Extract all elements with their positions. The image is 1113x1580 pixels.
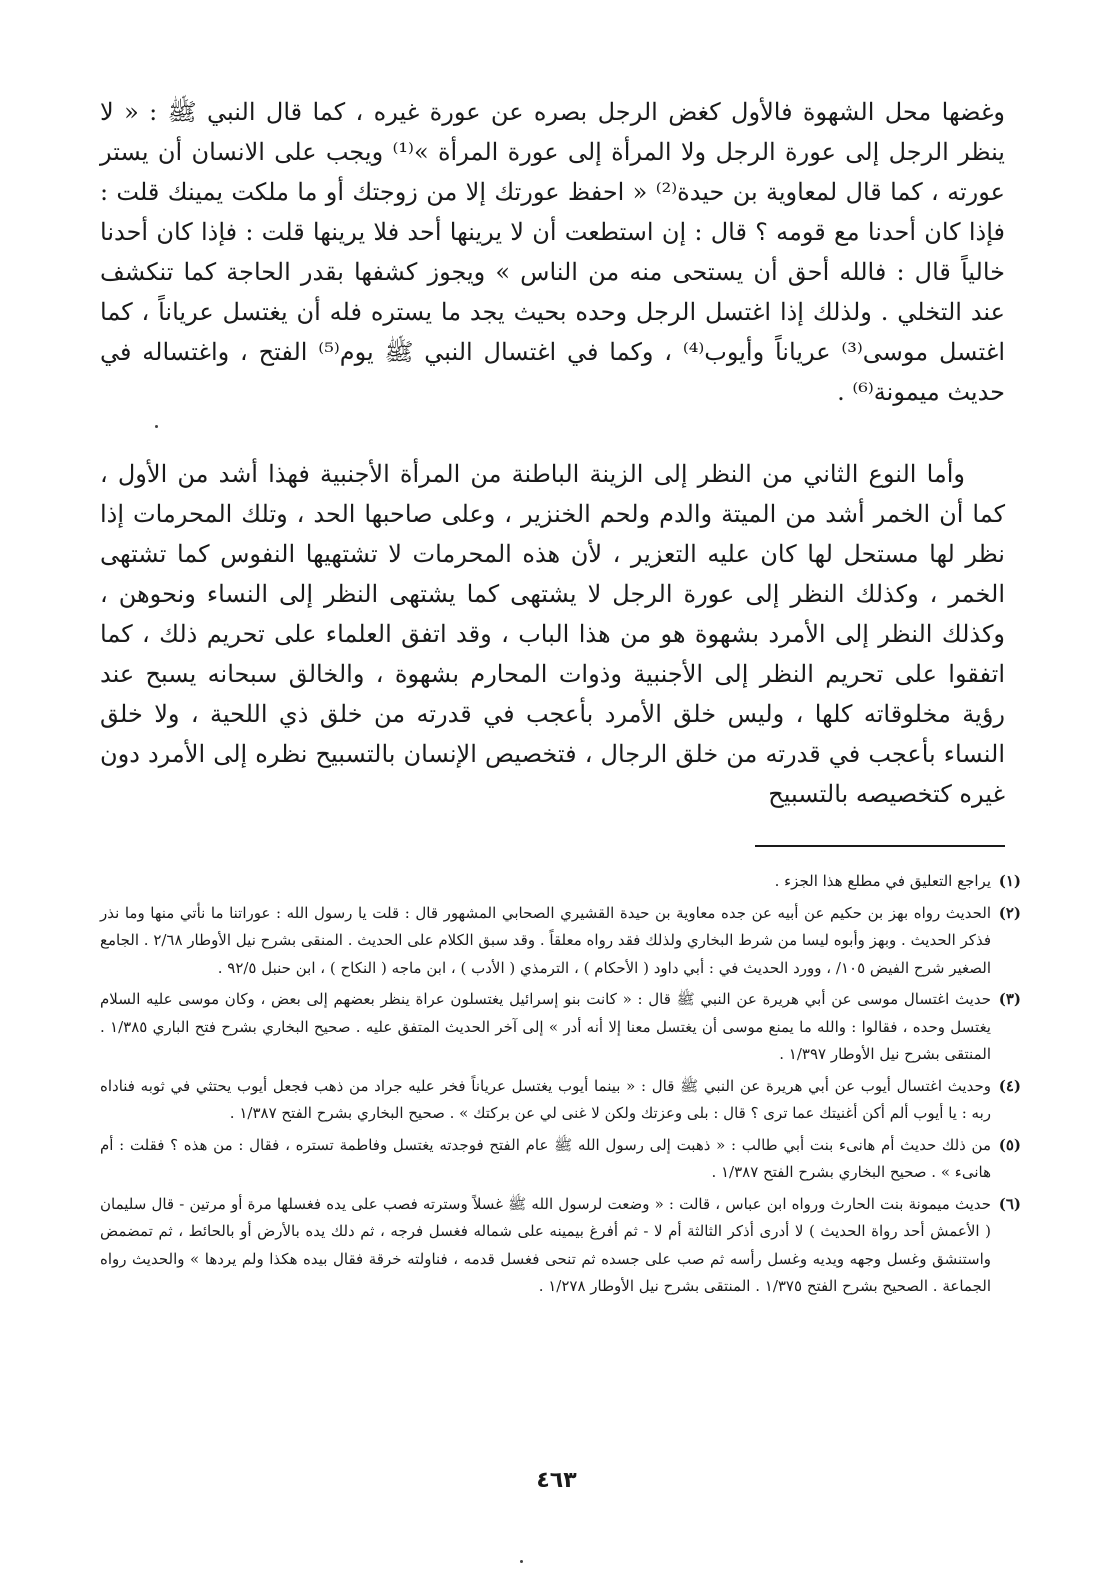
footnote-text: الحديث رواه بهز بن حكيم عن أبيه عن جده معاوية بن حيدة القشيري الصحابي المشهور قال : قلت يا رسول الله : عوراتنا ما نأتي منها وما نذر فذكر الحديث . وبهز وأبوه ليسا من شرط البخاري ولذلك فقد رواه معلقاً . وقد سبق الكلام على الحديث . المنقى بشرح نيل الأوطار ٢/٦٨ . الجامع الصغير شرح الفيض ١٠٥/ ، وورد الحديث في : أبي داود ( الأحكام ) ، الترمذي ( الأدب ) ، ابن ماجه ( النكاح ) ، ابن حنبل ٩٢/٥ . xyxy=(99,903,991,977)
body-paragraph-1: وغضها محل الشهوة فالأول كغض الرجل بصره عن عورة غيره ، كما قال النبي ﷺ : « لا ينظر الرجل إلى عورة الرجل ولا المرأة إلى عورة المرأة »⁽¹⁾ ويجب على الانسان أن يستر عورته ، كما قال لمعاوية بن حيدة⁽²⁾ « احفظ عورتك إلا من زوجتك أو ما ملكت يمينك قلت : فإذا كان أحدنا مع قومه ؟ قال : إن استطعت أن لا يرينها أحد فلا يرينها قلت : فإذا كان أحدنا خالياً قال : فالله أحق أن يستحى منه من الناس » ويجوز كشفها بقدر الحاجة كما تنكشف عند التخلي . ولذلك إذا اغتسل الرجل وحده بحيث يجد ما يستره فله أن يغتسل عرياناً ، كما اغتسل موسى⁽³⁾ عرياناً وأيوب⁽⁴⁾ ، وكما في اغتسال النبي ﷺ يوم⁽⁵⁾ الفتح ، واغتساله في حديث ميمونة⁽⁶⁾ . xyxy=(100,98,1006,406)
footnote-number: (٦) xyxy=(998,1194,1021,1213)
scan-speck xyxy=(520,1560,523,1563)
footnote-text: حديث ميمونة بنت الحارث ورواه ابن عباس ، قالت : « وضعت لرسول الله ﷺ غسلاً وسترته فصب على يده فغسلها مرة أو مرتين - قال سليمان ( الأعمش أحد رواة الحديث ) لا أدرى أذكر الثالثة أم لا - ثم أفرغ بيمينه على شماله فغسل فرجه ، ثم دلك يده بالأرض أو بالحائط ، ثم تمضمض واستنشق وغسل وجهه ويديه وغسل رأسه ثم صب على جسده ثم تنحى فغسل قدمه ، فناولته خرقة فقال بيده هكذا ولم يردها » والحديث رواه الجماعة . الصحيح بشرح الفتح ١/٣٧٥ . المنتقى بشرح نيل الأوطار ١/٢٧٨ . xyxy=(100,1194,991,1295)
footnotes xyxy=(100,868,1021,1305)
footnote-text: وحديث اغتسال أيوب عن أبي هريرة عن النبي ﷺ قال : « بينما أيوب يغتسل عرياناً فخر عليه جراد من ذهب فجعل أيوب يحتثي في ثوبه فناداه ربه : يا أيوب ألم أكن أغنيتك عما ترى ؟ قال : بلى وعزتك ولكن لا غنى لي عن بركتك » . صحيح البخاري بشرح الفتح ١/٣٨٧ . xyxy=(100,1076,991,1122)
footnote-3 xyxy=(100,986,1021,1069)
footnote-1 xyxy=(100,868,1021,896)
footnote-number: (٤) xyxy=(998,1076,1021,1095)
footnote-text: حديث اغتسال موسى عن أبي هريرة عن النبي ﷺ قال : « كانت بنو إسرائيل يغتسلون عراة ينظر بعضهم إلى بعض ، وكان موسى عليه السلام يغتسل وحده ، فقالوا : والله ما يمنع موسى أن يغتسل معنا إلا أنه أدر » إلى آخر الحديث المتفق عليه . صحيح البخاري بشرح فتح الباري ١/٣٨٥ . المنتقى بشرح نيل الأوطار ١/٣٩٧ . xyxy=(100,990,991,1063)
footnote-text: يراجع التعليق في مطلع هذا الجزء . xyxy=(774,872,991,890)
footnote-number: (١) xyxy=(998,872,1021,890)
footnote-number: (٢) xyxy=(998,903,1021,922)
body-paragraph-2: وأما النوع الثاني من النظر إلى الزينة الباطنة من المرأة الأجنبية فهذا أشد من الأول ، كما أن الخمر أشد من الميتة والدم ولحم الخنزير ، وعلى صاحبها الحد ، وتلك المحرمات إذا نظر لها مستحل لها كان عليه التعزير ، لأن هذه المحرمات لا تشتهيها النفوس كما تشتهى الخمر ، وكذلك النظر إلى عورة الرجل لا يشتهى كما يشتهى النظر إلى النساء ونحوهن ، وكذلك النظر إلى الأمرد بشهوة هو من هذا الباب ، وقد اتفق العلماء على تحريم ذلك ، كما اتفقوا على تحريم النظر إلى الأجنبية وذوات المحارم بشهوة ، والخالق سبحانه يسبح عند رؤية مخلوقاته كلها ، وليس خلق الأمرد بأعجب في قدرته من خلق ذي اللحية ، ولا خلق النساء بأعجب في قدرته من خلق الرجال ، فتخصيص الإنسان بالتسبيح نظره إلى الأمرد دون غيره كتخصيصه بالتسبيح xyxy=(100,460,1005,808)
footnote-4 xyxy=(100,1073,1021,1128)
page-number: ٤٦٣ xyxy=(536,1468,577,1493)
footnote-2 xyxy=(100,900,1021,983)
footnote-number: (٥) xyxy=(998,1135,1021,1154)
footnote-6 xyxy=(100,1191,1021,1301)
main-text xyxy=(100,92,1005,814)
scan-speck xyxy=(155,425,158,428)
footnote-separator xyxy=(755,845,1005,847)
footnote-5 xyxy=(100,1132,1021,1187)
footnote-text: من ذلك حديث أم هانىء بنت أبي طالب : « ذهبت إلى رسول الله ﷺ عام الفتح فوجدته يغتسل وفاطمة تستره ، فقال : من هذه ؟ فقلت : أم هانىء » . صحيح البخاري بشرح الفتح ١/٣٨٧ . xyxy=(100,1135,991,1181)
footnote-number: (٣) xyxy=(998,990,1021,1008)
